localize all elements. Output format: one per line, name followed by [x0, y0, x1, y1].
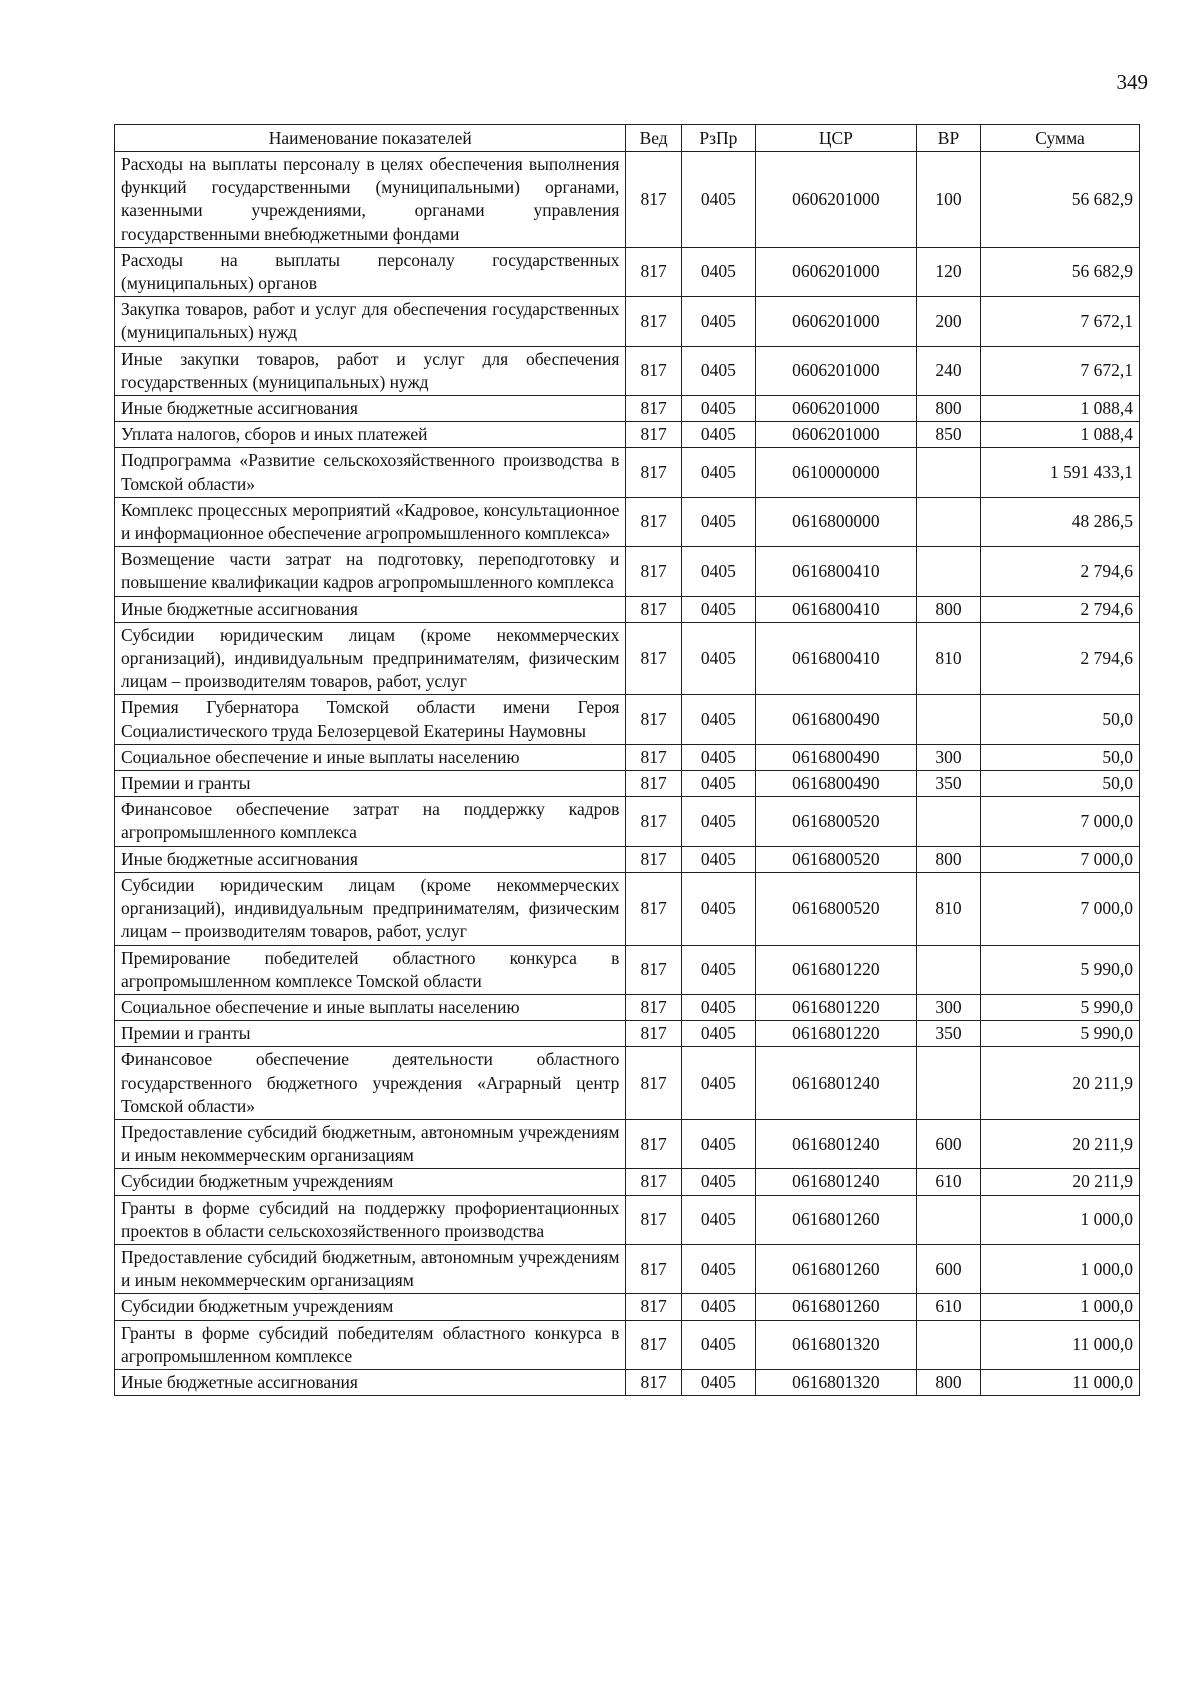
cell-ved: 817 — [626, 596, 681, 622]
table-row — [115, 1169, 1140, 1195]
cell-rzpr: 0405 — [681, 1320, 755, 1369]
cell-sum: 11 000,0 — [981, 1369, 1140, 1395]
cell-csr: 0616801240 — [755, 1047, 916, 1120]
cell-ved: 817 — [626, 1119, 681, 1168]
cell-name: Закупка товаров, работ и услуг для обеспечения государственных (муниципальных) нужд — [115, 297, 626, 346]
cell-rzpr: 0405 — [681, 396, 755, 422]
cell-csr: 0606201000 — [755, 247, 916, 296]
cell-name: Расходы на выплаты персоналу государственных (муниципальных) органов — [115, 247, 626, 296]
cell-sum: 7 000,0 — [981, 872, 1140, 945]
table-row — [115, 945, 1140, 994]
cell-ved: 817 — [626, 152, 681, 248]
cell-ved: 817 — [626, 771, 681, 797]
cell-name: Гранты в форме субсидий победителям областного конкурса в агропромышленном комплексе — [115, 1320, 626, 1369]
table-row — [115, 872, 1140, 945]
cell-name: Расходы на выплаты персоналу в целях обеспечения выполнения функций государственными (муниципальными) органами, казенными учреждениями, органами управления государственными внебюджетными фондами — [115, 152, 626, 248]
cell-vr — [916, 695, 980, 744]
cell-vr: 800 — [916, 846, 980, 872]
cell-name: Премирование победителей областного конкурса в агропромышленном комплексе Томской области — [115, 945, 626, 994]
cell-vr — [916, 1047, 980, 1120]
table-row — [115, 622, 1140, 695]
cell-sum: 1 591 433,1 — [981, 448, 1140, 497]
cell-rzpr: 0405 — [681, 547, 755, 596]
table-row — [115, 1244, 1140, 1293]
cell-sum: 2 794,6 — [981, 622, 1140, 695]
cell-name: Социальное обеспечение и иные выплаты населению — [115, 994, 626, 1020]
cell-csr: 0616800000 — [755, 497, 916, 546]
cell-rzpr: 0405 — [681, 1369, 755, 1395]
cell-rzpr: 0405 — [681, 771, 755, 797]
cell-sum: 1 000,0 — [981, 1244, 1140, 1293]
cell-name: Премия Губернатора Томской области имени Героя Социалистического труда Белозерцевой Екатерины Наумовны — [115, 695, 626, 744]
cell-csr: 0616801260 — [755, 1244, 916, 1293]
cell-sum: 56 682,9 — [981, 247, 1140, 296]
cell-vr: 200 — [916, 297, 980, 346]
header-csr: ЦСР — [755, 125, 916, 152]
cell-csr: 0606201000 — [755, 297, 916, 346]
table-row — [115, 1369, 1140, 1395]
cell-vr: 100 — [916, 152, 980, 248]
table-row — [115, 297, 1140, 346]
table-row — [115, 497, 1140, 546]
cell-csr: 0616800490 — [755, 771, 916, 797]
cell-ved: 817 — [626, 547, 681, 596]
header-name: Наименование показателей — [115, 125, 626, 152]
cell-vr: 800 — [916, 596, 980, 622]
cell-sum: 1 000,0 — [981, 1294, 1140, 1320]
cell-csr: 0616800490 — [755, 744, 916, 770]
cell-ved: 817 — [626, 448, 681, 497]
header-rzpr: РзПр — [681, 125, 755, 152]
cell-sum: 7 000,0 — [981, 846, 1140, 872]
cell-vr: 300 — [916, 744, 980, 770]
table-row — [115, 547, 1140, 596]
cell-ved: 817 — [626, 1169, 681, 1195]
cell-sum: 7 672,1 — [981, 297, 1140, 346]
cell-name: Возмещение части затрат на подготовку, переподготовку и повышение квалификации кадров агропромышленного комплекса — [115, 547, 626, 596]
cell-sum: 48 286,5 — [981, 497, 1140, 546]
cell-name: Предоставление субсидий бюджетным, автономным учреждениям и иным некоммерческим организациям — [115, 1244, 626, 1293]
table-row — [115, 744, 1140, 770]
cell-csr: 0606201000 — [755, 346, 916, 395]
cell-ved: 817 — [626, 297, 681, 346]
cell-name: Иные бюджетные ассигнования — [115, 1369, 626, 1395]
table-row — [115, 247, 1140, 296]
budget-table — [114, 124, 1140, 1396]
cell-csr: 0616801260 — [755, 1195, 916, 1244]
cell-ved: 817 — [626, 945, 681, 994]
table-row — [115, 846, 1140, 872]
cell-name: Иные бюджетные ассигнования — [115, 396, 626, 422]
cell-name: Премии и гранты — [115, 1021, 626, 1047]
cell-vr — [916, 797, 980, 846]
table-row — [115, 1195, 1140, 1244]
cell-rzpr: 0405 — [681, 247, 755, 296]
cell-name: Подпрограмма «Развитие сельскохозяйственного производства в Томской области» — [115, 448, 626, 497]
cell-sum: 2 794,6 — [981, 547, 1140, 596]
cell-ved: 817 — [626, 1369, 681, 1395]
cell-name: Субсидии юридическим лицам (кроме некоммерческих организаций), индивидуальным предпринимателям, физическим лицам – производителям товаров, работ, услуг — [115, 872, 626, 945]
cell-rzpr: 0405 — [681, 1244, 755, 1293]
table-row — [115, 1119, 1140, 1168]
cell-ved: 817 — [626, 346, 681, 395]
cell-sum: 2 794,6 — [981, 596, 1140, 622]
cell-rzpr: 0405 — [681, 994, 755, 1020]
cell-sum: 50,0 — [981, 771, 1140, 797]
cell-ved: 817 — [626, 1294, 681, 1320]
cell-csr: 0616800490 — [755, 695, 916, 744]
table-row — [115, 1047, 1140, 1120]
cell-vr — [916, 1320, 980, 1369]
table-row — [115, 797, 1140, 846]
cell-rzpr: 0405 — [681, 744, 755, 770]
table-row — [115, 448, 1140, 497]
cell-csr: 0610000000 — [755, 448, 916, 497]
table-row — [115, 422, 1140, 448]
cell-csr: 0616800410 — [755, 622, 916, 695]
cell-ved: 817 — [626, 872, 681, 945]
cell-csr: 0616800520 — [755, 797, 916, 846]
cell-name: Субсидии бюджетным учреждениям — [115, 1169, 626, 1195]
cell-name: Уплата налогов, сборов и иных платежей — [115, 422, 626, 448]
cell-csr: 0616801220 — [755, 945, 916, 994]
cell-rzpr: 0405 — [681, 1021, 755, 1047]
cell-sum: 1 000,0 — [981, 1195, 1140, 1244]
cell-vr — [916, 448, 980, 497]
cell-rzpr: 0405 — [681, 1047, 755, 1120]
cell-name: Субсидии юридическим лицам (кроме некоммерческих организаций), индивидуальным предпринимателям, физическим лицам – производителям товаров, работ, услуг — [115, 622, 626, 695]
cell-vr: 810 — [916, 872, 980, 945]
cell-ved: 817 — [626, 1320, 681, 1369]
cell-sum: 1 088,4 — [981, 422, 1140, 448]
cell-rzpr: 0405 — [681, 797, 755, 846]
cell-vr — [916, 497, 980, 546]
cell-rzpr: 0405 — [681, 448, 755, 497]
cell-vr: 120 — [916, 247, 980, 296]
cell-ved: 817 — [626, 994, 681, 1020]
table-header — [115, 125, 1140, 152]
cell-rzpr: 0405 — [681, 596, 755, 622]
cell-rzpr: 0405 — [681, 152, 755, 248]
cell-ved: 817 — [626, 1021, 681, 1047]
cell-rzpr: 0405 — [681, 872, 755, 945]
cell-csr: 0616800410 — [755, 596, 916, 622]
cell-sum: 5 990,0 — [981, 994, 1140, 1020]
cell-sum: 20 211,9 — [981, 1169, 1140, 1195]
cell-sum: 20 211,9 — [981, 1119, 1140, 1168]
cell-name: Социальное обеспечение и иные выплаты населению — [115, 744, 626, 770]
cell-vr: 600 — [916, 1244, 980, 1293]
cell-rzpr: 0405 — [681, 297, 755, 346]
cell-vr — [916, 945, 980, 994]
cell-sum: 5 990,0 — [981, 945, 1140, 994]
cell-vr: 240 — [916, 346, 980, 395]
cell-vr — [916, 547, 980, 596]
cell-sum: 56 682,9 — [981, 152, 1140, 248]
cell-rzpr: 0405 — [681, 497, 755, 546]
cell-csr: 0616801240 — [755, 1119, 916, 1168]
cell-csr: 0616800410 — [755, 547, 916, 596]
cell-ved: 817 — [626, 1195, 681, 1244]
cell-csr: 0616801220 — [755, 994, 916, 1020]
cell-ved: 817 — [626, 695, 681, 744]
cell-name: Иные закупки товаров, работ и услуг для обеспечения государственных (муниципальных) нужд — [115, 346, 626, 395]
table-row — [115, 1320, 1140, 1369]
table-row — [115, 771, 1140, 797]
cell-sum: 5 990,0 — [981, 1021, 1140, 1047]
table-row — [115, 1294, 1140, 1320]
cell-name: Комплекс процессных мероприятий «Кадровое, консультационное и информационное обеспечение агропромышленного комплекса» — [115, 497, 626, 546]
cell-ved: 817 — [626, 1244, 681, 1293]
cell-sum: 7 000,0 — [981, 797, 1140, 846]
cell-vr: 610 — [916, 1294, 980, 1320]
cell-sum: 20 211,9 — [981, 1047, 1140, 1120]
cell-rzpr: 0405 — [681, 846, 755, 872]
cell-vr: 810 — [916, 622, 980, 695]
page-number: 349 — [1116, 70, 1148, 94]
cell-rzpr: 0405 — [681, 622, 755, 695]
cell-name: Иные бюджетные ассигнования — [115, 596, 626, 622]
cell-vr: 850 — [916, 422, 980, 448]
cell-vr: 610 — [916, 1169, 980, 1195]
cell-ved: 817 — [626, 744, 681, 770]
table-row — [115, 695, 1140, 744]
table-row — [115, 346, 1140, 395]
header-vr: ВР — [916, 125, 980, 152]
cell-ved: 817 — [626, 622, 681, 695]
cell-name: Предоставление субсидий бюджетным, автономным учреждениям и иным некоммерческим организациям — [115, 1119, 626, 1168]
cell-ved: 817 — [626, 247, 681, 296]
cell-vr: 300 — [916, 994, 980, 1020]
header-row — [115, 125, 1140, 152]
cell-csr: 0606201000 — [755, 396, 916, 422]
cell-name: Премии и гранты — [115, 771, 626, 797]
cell-ved: 817 — [626, 422, 681, 448]
cell-ved: 817 — [626, 1047, 681, 1120]
cell-vr: 800 — [916, 396, 980, 422]
cell-vr: 350 — [916, 1021, 980, 1047]
cell-csr: 0616800520 — [755, 846, 916, 872]
cell-ved: 817 — [626, 846, 681, 872]
cell-csr: 0616801320 — [755, 1320, 916, 1369]
cell-rzpr: 0405 — [681, 695, 755, 744]
cell-sum: 50,0 — [981, 744, 1140, 770]
cell-sum: 1 088,4 — [981, 396, 1140, 422]
header-ved: Вед — [626, 125, 681, 152]
cell-name: Субсидии бюджетным учреждениям — [115, 1294, 626, 1320]
cell-csr: 0616801260 — [755, 1294, 916, 1320]
table-row — [115, 152, 1140, 248]
table-row — [115, 396, 1140, 422]
cell-rzpr: 0405 — [681, 1195, 755, 1244]
cell-rzpr: 0405 — [681, 346, 755, 395]
cell-rzpr: 0405 — [681, 1169, 755, 1195]
cell-csr: 0606201000 — [755, 152, 916, 248]
cell-csr: 0616801240 — [755, 1169, 916, 1195]
cell-rzpr: 0405 — [681, 1294, 755, 1320]
cell-rzpr: 0405 — [681, 1119, 755, 1168]
cell-rzpr: 0405 — [681, 945, 755, 994]
cell-name: Иные бюджетные ассигнования — [115, 846, 626, 872]
table-row — [115, 994, 1140, 1020]
cell-csr: 0616801220 — [755, 1021, 916, 1047]
cell-sum: 11 000,0 — [981, 1320, 1140, 1369]
table-row — [115, 1021, 1140, 1047]
cell-name: Финансовое обеспечение затрат на поддержку кадров агропромышленного комплекса — [115, 797, 626, 846]
cell-name: Финансовое обеспечение деятельности областного государственного бюджетного учреждения «Аграрный центр Томской области» — [115, 1047, 626, 1120]
cell-name: Гранты в форме субсидий на поддержку профориентационных проектов в области сельскохозяйственного производства — [115, 1195, 626, 1244]
cell-csr: 0616800520 — [755, 872, 916, 945]
header-sum: Сумма — [981, 125, 1140, 152]
table-body — [115, 152, 1140, 1396]
cell-sum: 50,0 — [981, 695, 1140, 744]
cell-rzpr: 0405 — [681, 422, 755, 448]
table-row — [115, 596, 1140, 622]
cell-sum: 7 672,1 — [981, 346, 1140, 395]
cell-ved: 817 — [626, 797, 681, 846]
cell-csr: 0616801320 — [755, 1369, 916, 1395]
cell-ved: 817 — [626, 497, 681, 546]
cell-vr: 350 — [916, 771, 980, 797]
cell-vr: 600 — [916, 1119, 980, 1168]
cell-ved: 817 — [626, 396, 681, 422]
cell-csr: 0606201000 — [755, 422, 916, 448]
cell-vr — [916, 1195, 980, 1244]
cell-vr: 800 — [916, 1369, 980, 1395]
